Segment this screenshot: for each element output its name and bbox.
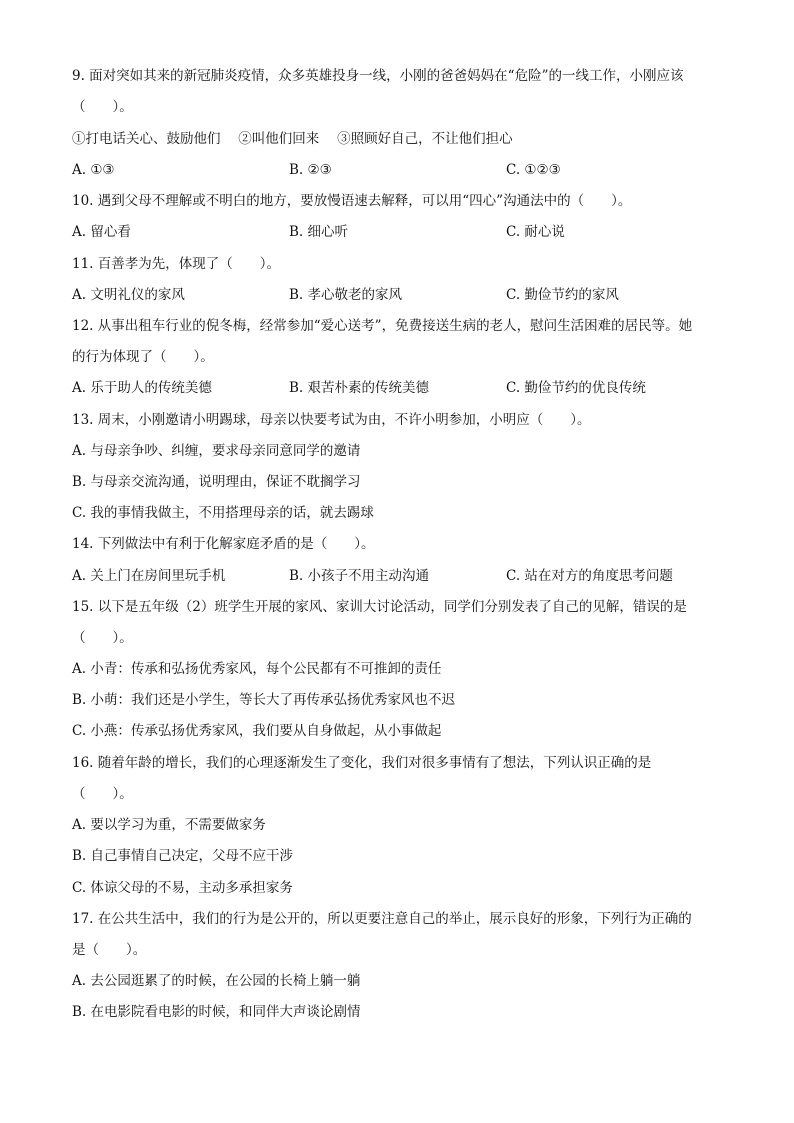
question-14-option-b: B. 小孩子不用主动沟通: [289, 568, 430, 584]
question-16-stem-line-2: （ ）。: [72, 786, 133, 802]
question-15-option-b: B. 小萌：我们还是小学生，等长大了再传承弘扬优秀家风也不迟: [72, 692, 456, 708]
question-12-option-c: C. 勤俭节约的优良传统: [506, 380, 646, 396]
question-16-option-a: A. 要以学习为重，不需要做家务: [72, 817, 266, 833]
question-10-stem: 10. 遇到父母不理解或不明白的地方，要放慢语速去解释，可以用“四心”沟通法中的（ ）。: [72, 193, 632, 209]
question-13-option-b: B. 与母亲交流沟通，说明理由，保证不耽搁学习: [72, 474, 361, 490]
question-15-stem-line-1: 15. 以下是五年级（2）班学生开展的家风、家训大讨论活动，同学们分别发表了自己的见解，错误的是: [72, 599, 687, 615]
question-10-option-a: A. 留心看: [72, 224, 131, 240]
question-14-option-a: A. 关上门在房间里玩手机: [72, 568, 226, 584]
question-12-stem-line-1: 12. 从事出租车行业的倪冬梅，经常参加“爱心送考”，免费接送生病的老人，慰问生活困难的居民等。她: [72, 318, 693, 334]
question-11-stem: 11. 百善孝为先，体现了（ ）。: [72, 256, 281, 272]
question-11-option-a: A. 文明礼仪的家风: [72, 287, 185, 303]
question-14-option-c: C. 站在对方的角度思考问题: [506, 568, 673, 584]
question-17-option-a: A. 去公园逛累了的时候，在公园的长椅上躺一躺: [72, 973, 361, 989]
question-13-stem: 13. 周末，小刚邀请小明踢球，母亲以快要考试为由，不许小明参加，小明应（ ）。: [72, 412, 591, 428]
question-13-option-c: C. 我的事情我做主，不用搭理母亲的话，就去踢球: [72, 505, 374, 521]
question-16-stem-line-1: 16. 随着年龄的增长，我们的心理逐渐发生了变化，我们对很多事情有了想法，下列认识正确的是: [72, 755, 652, 771]
question-16-option-b: B. 自己事情自己决定，父母不应干涉: [72, 848, 294, 864]
question-9-option-a: A. ①③: [72, 162, 115, 178]
question-13-option-a: A. 与母亲争吵、纠缠，要求母亲同意同学的邀请: [72, 443, 361, 459]
question-17-option-b: B. 在电影院看电影的时候，和同伴大声谈论剧情: [72, 1004, 361, 1020]
question-14-stem: 14. 下列做法中有利于化解家庭矛盾的是（ ）。: [72, 536, 375, 552]
question-17-stem-line-1: 17. 在公共生活中，我们的行为是公开的，所以更要注意自己的举止，展示良好的形象，下列行为正确的: [72, 911, 692, 927]
question-9-statements: ①打电话关心、鼓励他们 ②叫他们回来 ③照顾好自己，不让他们担心: [72, 131, 513, 147]
question-12-option-b: B. 艰苦朴素的传统美德: [289, 380, 430, 396]
question-9-option-c: C. ①②③: [506, 162, 561, 178]
question-9-option-b: B. ②③: [289, 162, 332, 178]
question-9-stem-line-2: （ ）。: [72, 99, 133, 115]
question-15-stem-line-2: （ ）。: [72, 630, 133, 646]
question-16-option-c: C. 体谅父母的不易，主动多承担家务: [72, 880, 293, 896]
question-12-option-a: A. 乐于助人的传统美德: [72, 380, 212, 396]
question-9-stem-line-1: 9. 面对突如其来的新冠肺炎疫情，众多英雄投身一线，小刚的爸爸妈妈在“危险”的一线工作，小刚应该: [72, 68, 684, 84]
question-10-option-b: B. 细心听: [289, 224, 349, 240]
question-12-stem-line-2: 的行为体现了（ ）。: [72, 349, 214, 365]
question-15-option-c: C. 小燕：传承弘扬优秀家风，我们要从自身做起，从小事做起: [72, 723, 442, 739]
question-11-option-b: B. 孝心敬老的家风: [289, 287, 403, 303]
question-10-option-c: C. 耐心说: [506, 224, 565, 240]
question-11-option-c: C. 勤俭节约的家风: [506, 287, 619, 303]
question-15-option-a: A. 小青：传承和弘扬优秀家风，每个公民都有不可推卸的责任: [72, 661, 442, 677]
question-17-stem-line-2: 是（ ）。: [72, 942, 147, 958]
